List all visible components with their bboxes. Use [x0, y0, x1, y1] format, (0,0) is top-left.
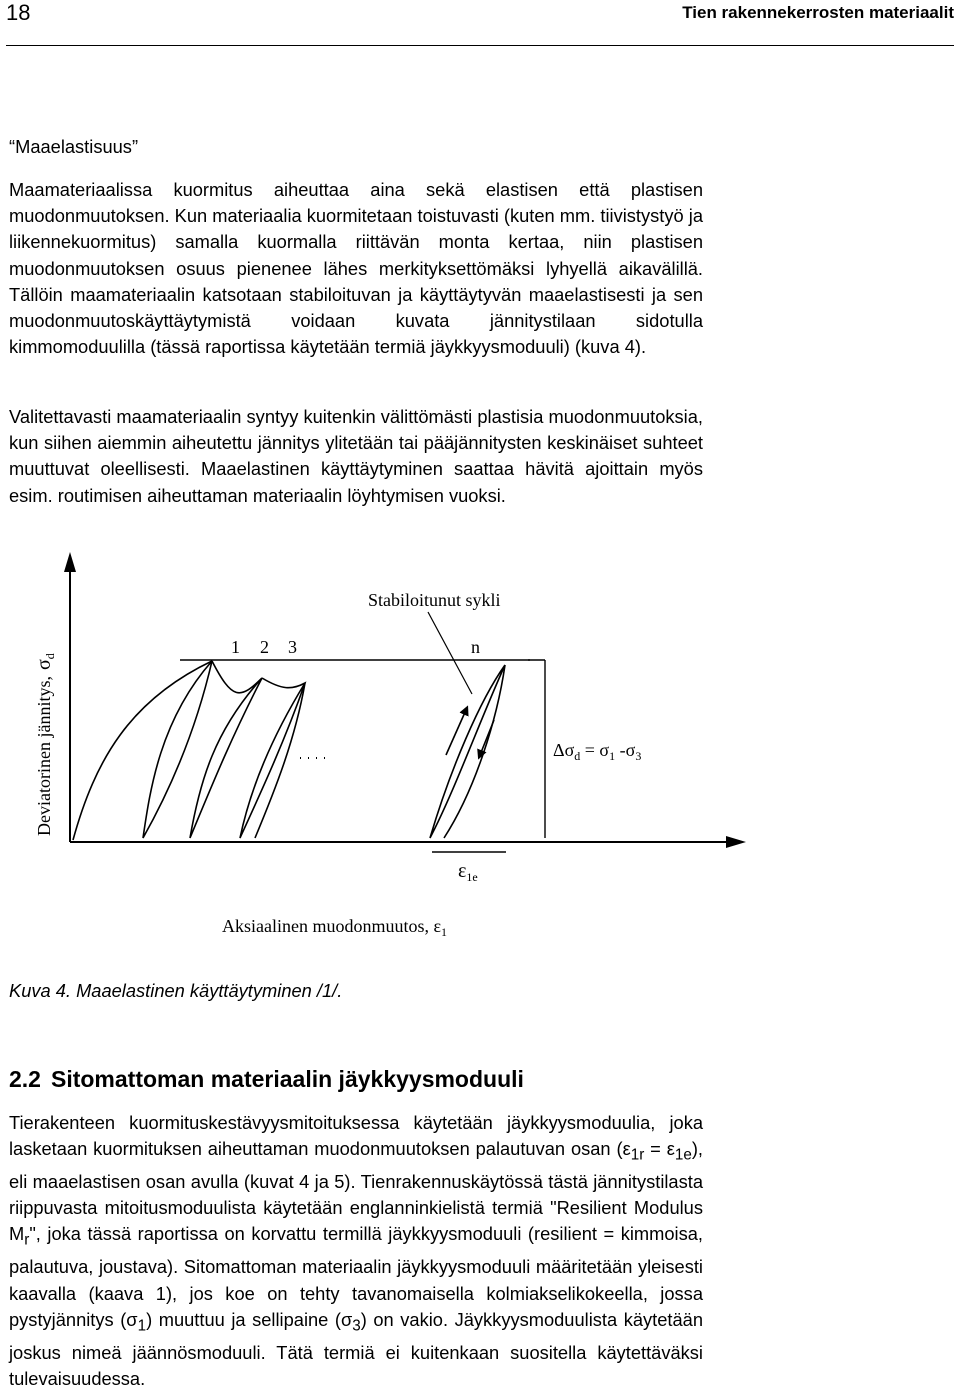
header-rule: [6, 45, 954, 46]
running-title: Tien rakennekerrosten materiaalit: [682, 3, 954, 22]
paragraph-2: Valitettavasti maamateriaalin syntyy kuitenkin välittömästi plastisia muodonmuutoksia, kun siihen aiemmin aiheutettu jännitys ylitetään tai pääjännitysten keskinäiset suhteet muuttuvat oleellisesti. Maaelastinen käyttäytyminen saattaa hävitä ajoittain myös esim. routimisen aiheuttaman materiaalin löyhtymisen vuoksi.: [9, 406, 703, 506]
cycle-label-2: 2: [260, 637, 269, 657]
stabilized-loop: [430, 665, 505, 838]
section-heading: [9, 1066, 524, 1093]
section-title: Sitomattoman materiaalin jäykkyysmoduuli: [50, 1066, 524, 1092]
y-axis-arrow-icon: [64, 552, 76, 572]
figure-stress-strain: [0, 540, 960, 980]
page-number: 18: [6, 0, 31, 25]
cycle-label-1: 1: [231, 637, 240, 657]
paragraph-1: Maamateriaalissa kuormitus aiheuttaa aina sekä elastisen että plastisen muodonmuutoksen. Kun materiaalia kuormitetaan toistuvasti (kuten mm. tiivistystyö ja liikennekuormitus) samalla kuormalla riittävän monta kertaa, niin plastisen muodonmuutoksen osuus pienenee lähes merkityksettömäksi lyhyellä aikavälillä. Tällöin maamateriaalin katsotaan stabiloituvan ja käyttäytyvän maaelastisesti ja sen muodonmuutoskäyttäytymistä voidaan kuvata jännitystilaan sidotulla kimmomoduulilla (tässä raportissa käytetään termiä jäykkyysmoduuli) (kuva 4).: [9, 179, 703, 358]
loop-3-tail: [255, 683, 305, 838]
x-axis-arrow-icon: [726, 836, 746, 848]
cycle-label-3: 3: [288, 637, 297, 657]
figure-caption: Kuva 4. Maaelastinen käyttäytyminen /1/.: [9, 980, 343, 1001]
stabilized-loop-outer: [444, 665, 505, 838]
section-subtitle: “Maaelastisuus”: [9, 136, 139, 157]
callout-line: [428, 612, 472, 694]
epsilon-1e-label: $\varepsilon_{1e}$: [458, 860, 478, 884]
unloading-arrow-icon: [480, 720, 494, 755]
paragraph-3: Tierakenteen kuormituskestävyysmitoituksessa käytetään jäykkyysmoduulia, joka lasketaan kuormituksen aiheuttaman muodonmuutoksen palautuvan osan $(\varepsilon_{1r} = \varepsilon_{1e})$, eli maaelastisen osan avulla (kuvat 4 ja 5). Tienrakennuskäytössä tästä jännitystilasta riippuvasta mitoitusmoduulista käytetään englanninkielistä termiä "Resilient Modulus $M_r$", joka tässä raportissa on korvattu termillä jäykkyysmoduuli (resilient = kimmoisa, palautuva, joustava). Sitomattoman materiaalin jäykkyysmoduuli määritetään yleisesti kaavalla (kaava 1), jos koe on tehty tavanomaisella kolmiakselikokeella, jossa pystyjännitys $(\sigma_1)$ muuttuu ja sellipaine $(\sigma_3)$ on vakio. Jäykkyysmoduulista käytetään joskus nimeä jäännösmoduuli. Tätä termiä ei kuitenkaan suositella käytettäväksi tulevaisuudessa.: [9, 1112, 704, 1389]
loading-arrow-icon: [446, 710, 466, 755]
svg-text:Deviatorinen jännitys,σd: Deviatorinen $jännitys,\sigma_d$: [33, 653, 57, 836]
stabilized-cycle-label: Stabiloitunut sykli: [368, 590, 501, 610]
loop-2: [190, 661, 262, 838]
cycle-label-n: n: [471, 637, 480, 657]
delta-sigma-label: $\Delta\sigma_d = \sigma_1$ $-\sigma_3$: [553, 740, 642, 763]
section-number: 2.2: [9, 1066, 41, 1092]
x-axis-label: Aksiaalinen muodonmuutos, $\varepsilon_1$: [222, 916, 448, 939]
y-axis-label: [33, 653, 57, 836]
page-header: [0, 0, 960, 46]
